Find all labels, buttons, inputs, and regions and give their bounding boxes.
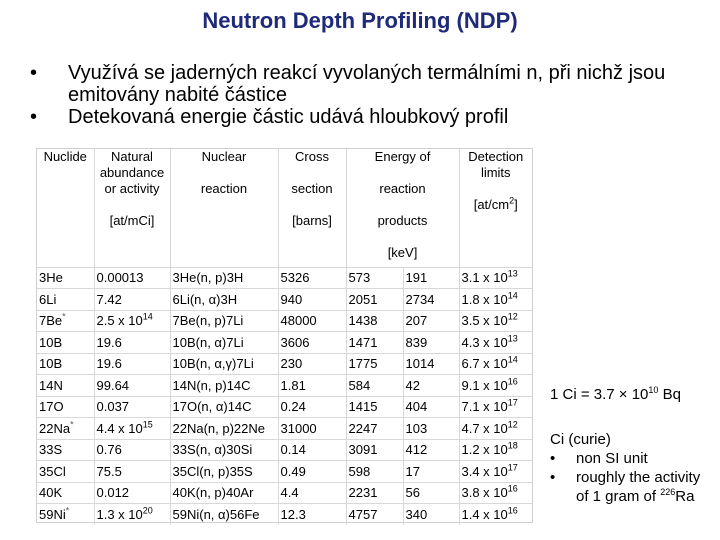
nuclide-cell: 59Ni* <box>37 504 94 526</box>
limit-cell: 1.4 x $10^{16}$ <box>459 504 532 526</box>
table-row <box>37 482 532 504</box>
reaction-cell: 7Be(n, p)7Li <box>170 310 278 332</box>
ndp-table-image <box>36 148 533 523</box>
cross-section-cell: 0.24 <box>278 396 346 418</box>
table-row <box>37 332 532 354</box>
nuclide-cell: 10B <box>37 353 94 375</box>
curie-title: Ci (curie) <box>550 431 611 448</box>
energy1-cell: 1438 <box>346 310 403 332</box>
nuclide-cell: 14N <box>37 375 94 397</box>
limit-cell: 3.5 x $10^{12}$ <box>459 310 532 332</box>
page-title: Neutron Depth Profiling (NDP) <box>202 8 518 33</box>
table-row <box>37 289 532 311</box>
cross-section-cell: 230 <box>278 353 346 375</box>
abundance-cell: 4.4 x $10^{15}$ <box>94 418 170 440</box>
energy2-cell: 2734 <box>403 289 459 311</box>
cross-section-cell: 1.81 <box>278 375 346 397</box>
header-nuclear: Nuclear reaction <box>170 149 278 267</box>
reaction-cell: 14N(n, p)14C <box>170 375 278 397</box>
energy1-cell: 1471 <box>346 332 403 354</box>
header-limits: Detection limits $[at/cm^2]$ <box>459 149 532 267</box>
header-energy: Energy of reaction products [keV] <box>346 149 459 267</box>
energy2-cell: 207 <box>403 310 459 332</box>
nuclide-cell: 22Na* <box>37 418 94 440</box>
energy2-cell: 340 <box>403 504 459 526</box>
table-row <box>37 504 532 526</box>
cross-section-cell: 5326 <box>278 267 346 289</box>
limit-cell: 3.8 x $10^{16}$ <box>459 482 532 504</box>
bullet-list <box>28 62 698 128</box>
header-cross: Cross section [barns] <box>278 149 346 267</box>
abundance-cell: 99.64 <box>94 375 170 397</box>
cross-section-cell: 12.3 <box>278 504 346 526</box>
bullet-dot: • <box>30 62 38 84</box>
abundance-cell: 75.5 <box>94 461 170 483</box>
table-row <box>37 461 532 483</box>
limit-cell: 1.8 x $10^{14}$ <box>459 289 532 311</box>
reaction-cell: 40K(n, p)40Ar <box>170 482 278 504</box>
table-row <box>37 396 532 418</box>
energy2-cell: 412 <box>403 439 459 461</box>
energy2-cell: 1014 <box>403 353 459 375</box>
limit-cell: 7.1 x $10^{17}$ <box>459 396 532 418</box>
cross-section-cell: 3606 <box>278 332 346 354</box>
cross-section-cell: 4.4 <box>278 482 346 504</box>
energy1-cell: 1775 <box>346 353 403 375</box>
cross-section-cell: 31000 <box>278 418 346 440</box>
table-row <box>37 353 532 375</box>
table-row <box>37 310 532 332</box>
reaction-cell: 10B(n, α,γ)7Li <box>170 353 278 375</box>
energy2-cell: 404 <box>403 396 459 418</box>
energy2-cell: 42 <box>403 375 459 397</box>
abundance-cell: 19.6 <box>94 332 170 354</box>
energy2-cell: 17 <box>403 461 459 483</box>
energy1-cell: 4757 <box>346 504 403 526</box>
energy1-cell: 2231 <box>346 482 403 504</box>
energy2-cell: 56 <box>403 482 459 504</box>
table-row <box>37 267 532 289</box>
cross-section-cell: 0.14 <box>278 439 346 461</box>
table-row <box>37 375 532 397</box>
nuclide-cell: 7Be* <box>37 310 94 332</box>
reaction-cell: 3He(n, p)3H <box>170 267 278 289</box>
bullet-item <box>28 106 698 128</box>
ndp-table <box>37 149 532 525</box>
energy2-cell: 839 <box>403 332 459 354</box>
nuclide-cell: 6Li <box>37 289 94 311</box>
reaction-cell: 10B(n, α)7Li <box>170 332 278 354</box>
nuclide-cell: 3He <box>37 267 94 289</box>
limit-cell: 3.1 x $10^{13}$ <box>459 267 532 289</box>
abundance-cell: 7.42 <box>94 289 170 311</box>
cross-section-cell: 0.49 <box>278 461 346 483</box>
table-row <box>37 439 532 461</box>
bullet-text: Detekovaná energie částic udává hloubkový profil <box>68 106 509 128</box>
reaction-cell: 33S(n, α)30Si <box>170 439 278 461</box>
reaction-cell: 6Li(n, α)3H <box>170 289 278 311</box>
nuclide-cell: 17O <box>37 396 94 418</box>
header-natural: Natural abundance or activity [at/mCi] <box>94 149 170 267</box>
abundance-cell: 0.00013 <box>94 267 170 289</box>
bullet-dot: • <box>30 106 38 128</box>
table-body <box>37 267 532 525</box>
table-row <box>37 418 532 440</box>
reaction-cell: 17O(n, α)14C <box>170 396 278 418</box>
abundance-cell: 1.3 x $10^{20}$ <box>94 504 170 526</box>
nuclide-cell: 33S <box>37 439 94 461</box>
cross-section-cell: 48000 <box>278 310 346 332</box>
abundance-cell: 0.037 <box>94 396 170 418</box>
limit-cell: 6.7 x $10^{14}$ <box>459 353 532 375</box>
cross-section-cell: 940 <box>278 289 346 311</box>
energy1-cell: 2247 <box>346 418 403 440</box>
nuclide-cell: 35Cl <box>37 461 94 483</box>
reaction-cell: 59Ni(n, α)56Fe <box>170 504 278 526</box>
bullet-item <box>28 62 698 106</box>
energy2-cell: 103 <box>403 418 459 440</box>
energy1-cell: 573 <box>346 267 403 289</box>
abundance-cell: 0.012 <box>94 482 170 504</box>
header-nuclide: Nuclide <box>37 149 94 267</box>
nuclide-cell: 40K <box>37 482 94 504</box>
curie-notes <box>550 430 716 506</box>
abundance-cell: 0.76 <box>94 439 170 461</box>
curie-equation: 1 $Ci = 3.7 \times 10^{10}$ Bq <box>550 385 681 403</box>
limit-cell: 9.1 x $10^{16}$ <box>459 375 532 397</box>
abundance-cell: 19.6 <box>94 353 170 375</box>
reaction-cell: 22Na(n, p)22Ne <box>170 418 278 440</box>
energy1-cell: 2051 <box>346 289 403 311</box>
limit-cell: 3.4 x $10^{17}$ <box>459 461 532 483</box>
energy1-cell: 3091 <box>346 439 403 461</box>
table-header-row <box>37 149 532 267</box>
abundance-cell: 2.5 x $10^{14}$ <box>94 310 170 332</box>
bullet-text: Využívá se jaderných reakcí vyvolaných termálními n, při nichž jsou emitovány nabité částice <box>68 62 666 106</box>
energy1-cell: 1415 <box>346 396 403 418</box>
energy1-cell: 584 <box>346 375 403 397</box>
curie-note-item: • non SI unit <box>550 450 648 467</box>
limits-unit: $[at/cm^2]$ <box>473 195 518 212</box>
energy2-cell: 191 <box>403 267 459 289</box>
nuclide-cell: 10B <box>37 332 94 354</box>
limit-cell: 4.3 x $10^{13}$ <box>459 332 532 354</box>
curie-note-item: • roughly the activity of 1 gram of $^{226}$Ra <box>550 469 701 505</box>
limit-cell: 4.7 x $10^{12}$ <box>459 418 532 440</box>
reaction-cell: 35Cl(n, p)35S <box>170 461 278 483</box>
limit-cell: 1.2 x $10^{18}$ <box>459 439 532 461</box>
energy1-cell: 598 <box>346 461 403 483</box>
